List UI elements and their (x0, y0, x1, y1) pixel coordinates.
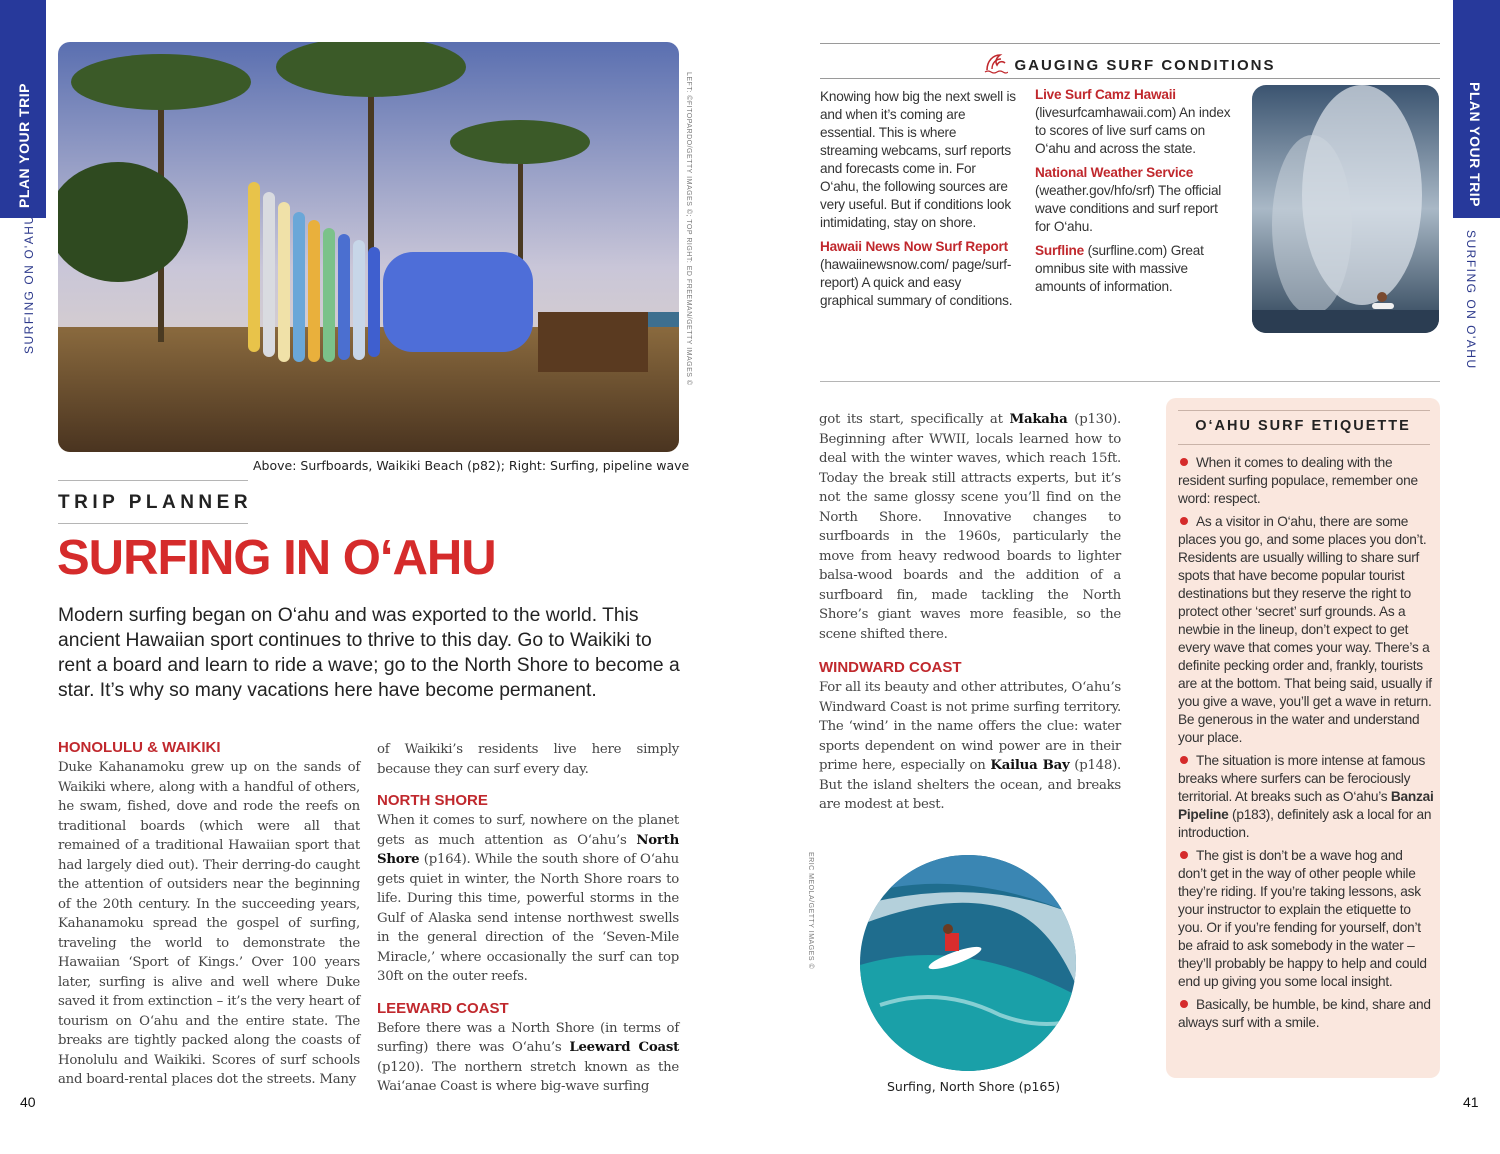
pipeline-wave-photo (1252, 85, 1439, 333)
text-leeward-b: (p120). The northern stretch known as the Wai‘anae Coast is where big-wave surfing (377, 1059, 679, 1094)
surfboards-photo-art (58, 42, 679, 452)
etiquette-box (1166, 398, 1440, 1078)
source-item (1035, 242, 1235, 296)
photo-caption-top: Above: Surfboards, Waikiki Beach (p82); Right: Surfing, pipeline wave (253, 458, 690, 473)
photo-credit-left: LEFT: ©FITOPARDO/GETTY IMAGES ©; TOP RIGHT: ED FREEMAN/GETTY IMAGES © (685, 72, 692, 386)
circle-photo-caption: Surfing, North Shore (p165) (887, 1079, 1061, 1094)
heading-north-shore: NORTH SHORE (377, 792, 488, 809)
surf-conditions-title (820, 52, 1440, 78)
bullet-icon (1180, 458, 1188, 466)
etiquette-rule-top (1178, 410, 1430, 411)
source-link[interactable]: Live Surf Camz Hawaii (1035, 87, 1176, 102)
kicker: TRIP PLANNER (58, 492, 253, 513)
etiquette-text: The gist is don’t be a wave hog and don’t get in the way of other people while they’re riding. If you’re taking lessons, ask your instructor to explain the etiquette to you. Or if you’re fending for yourself, don’t be afraid to ask somebody in the water – they’ll probably be happy to help and could end up giving you some local insight. (1178, 848, 1427, 989)
etiquette-text: Basically, be humble, be kind, share and always surf with a smile. (1178, 997, 1431, 1030)
place-banzai-pipeline: Banzai Pipeline (1178, 789, 1434, 822)
etiquette-text: When it comes to dealing with the resident surfing populace, remember one word: respect. (1178, 455, 1418, 506)
kicker-rule-bottom (58, 523, 248, 524)
etiquette-rule-bottom (1178, 444, 1430, 445)
heading-leeward-coast: LEEWARD COAST (377, 999, 509, 1017)
source-item (820, 238, 1016, 310)
intro-paragraph: Modern surfing began on O‘ahu and was exported to the world. This ancient Hawaiian sport continues to thrive to this day. Go to Waikiki to rent a board and learn to ride a wave; go to the North Shore to become a star. It’s why so many vacations here have become permanent. (58, 605, 680, 701)
text-leeward-cont-b: (p130). Beginning after WWII, locals learned how to deal with the winter waves, which reach 15ft. Today the break still attracts experts, but it’s not the same glossy scene you’ll find on the North Shore. Innovative changes to surfboards in the 1960s, particularly the move from heavy redwood boards to lighter balsa-wood boards and the addition of a surfboard fin, made tackling the North Shore’s giant waves more feasible, so the scene shifted there. (819, 412, 1121, 642)
section-tab-label-right: PLAN YOUR TRIP (1467, 82, 1483, 207)
text-windward-b: (p148). But the island shelters the ocean, and breaks are modest at best. (819, 758, 1121, 812)
surf-box-rule-bottom (820, 381, 1440, 382)
etiquette-item (1178, 513, 1434, 747)
kicker-rule-top (58, 480, 248, 481)
column-north-shore (377, 740, 679, 1097)
page-number-right: 41 (1463, 1094, 1479, 1110)
column-leeward-cont (819, 410, 1121, 815)
etiquette-item (1178, 996, 1434, 1032)
text-north-shore-a: When it comes to surf, nowhere on the planet gets as much attention as O‘ahu’s (377, 813, 679, 848)
text-leeward-cont-a: got its start, specifically at (819, 412, 1003, 427)
heading-honolulu-waikiki: HONOLULU & WAIKIKI (58, 739, 221, 756)
etiquette-text: (p183), definitely ask a local for an introduction. (1178, 807, 1432, 840)
text-leeward-a: Before there was a North Shore (in terms of surfing) there was O‘ahu’s (377, 1020, 679, 1055)
text-leeward (377, 1019, 679, 1097)
source-desc: (surfline.com) Great omnibus site with massive amounts of information. (1035, 243, 1204, 294)
surf-conditions-col2 (1035, 86, 1235, 302)
place-leeward-coast: Leeward Coast (569, 1040, 679, 1055)
bullet-icon (1180, 851, 1188, 859)
text-windward-a: For all its beauty and other attributes, O‘ahu’s Windward Coast is not prime surfing territory. The ‘wind’ in the name offers the clue: water sports dependent on wind power are in their prime here, especially on (819, 680, 1121, 773)
heading-windward-coast: WINDWARD COAST (819, 659, 962, 676)
place-north-shore: North Shore (377, 832, 679, 867)
surf-conditions-title-text: GAUGING SURF CONDITIONS (1014, 57, 1276, 74)
etiquette-text: The situation is more intense at famous breaks where surfers can be ferociously territorial. At breaks such as O‘ahu’s (1178, 753, 1426, 804)
text-north-shore-b: (p164). While the south shore of O‘ahu gets quiet in winter, the North Shore roars to life. During this time, powerful storms in the Gulf of Alaska send intense northwest swells in the general direction of the ‘Seven-Mile Miracle,’ where occasionally the surf can top 30ft on the outer reefs. (377, 852, 679, 984)
chapter-label-right: SURFING ON O'AHU (1464, 230, 1478, 370)
source-item (1035, 164, 1235, 236)
source-link[interactable]: Surfline (1035, 243, 1085, 258)
surf-box-rule-mid (820, 78, 1440, 79)
etiquette-title: O‘AHU SURF ETIQUETTE (1195, 418, 1411, 434)
bullet-icon (1180, 1000, 1188, 1008)
text-honolulu: Duke Kahanamoku grew up on the sands of Waikiki where, along with a handful of others, he swam, fished, dove and rode the reefs on traditional boards (which were all that remained of a traditional Hawaiian sport that had largely died out). Their derring-do caught the attention of outsiders near the beginning of the 20th century. In the succeeding years, Kahanamoku spread the gospel of surfing, traveling the world to demonstrate the Hawaiian ‘Sport of Kings.’ Over 100 years later, surfing is alive and well where Duke saved it from extinction – it’s the very heart of tourism on O‘ahu and the entire state. The breaks are tightly packed along the coasts of Honolulu and Waikiki. Scores of surf schools and board-rental places dot the streets. Many (58, 760, 360, 1087)
surf-box-rule-top (820, 43, 1440, 44)
section-tab-label-left: PLAN YOUR TRIP (16, 83, 32, 208)
chapter-label-left: SURFING ON O'AHU (22, 214, 36, 354)
wave-icon (984, 52, 1008, 78)
etiquette-item (1178, 752, 1434, 842)
etiquette-item (1178, 847, 1434, 991)
place-kailua-bay: Kailua Bay (990, 758, 1070, 773)
bullet-icon (1180, 517, 1188, 525)
source-item (1035, 86, 1235, 158)
bullet-icon (1180, 756, 1188, 764)
place-makaha: Makaha (1009, 412, 1068, 427)
surfboards-photo (58, 42, 679, 452)
source-link[interactable]: National Weather Service (1035, 165, 1194, 180)
source-desc: (hawaiinewsnow.com/ page/surf-report) A quick and easy graphical summary of conditions. (820, 257, 1013, 308)
column-honolulu (58, 738, 360, 1090)
text-windward (819, 678, 1121, 815)
source-desc: (weather.gov/hfo/srf) The official wave conditions and surf report for O‘ahu. (1035, 183, 1222, 234)
etiquette-text: As a visitor in O‘ahu, there are some places you go, and some places you don’t. Residents are usually willing to share surf spots that have become popular tourist destinations but they reserve the right to protect other ‘secret’ surf grounds. As a newbie in the lineup, don’t expect to get every wave that comes your way. There’s a definite pecking order and, frankly, tourists are at the bottom. That being said, usually if you give a wave, you’ll get a wave in return. Be generous in the water and understand your place. (1178, 514, 1432, 745)
text-north-shore (377, 811, 679, 987)
photo-credit-circle: ERIC MEOLA/GETTY IMAGES © (807, 852, 814, 970)
page-number-left: 40 (20, 1094, 36, 1110)
text-honolulu-cont: of Waikiki’s residents live here simply because they can surf every day. (377, 742, 679, 777)
north-shore-surfer-photo (860, 855, 1076, 1071)
source-link[interactable]: Hawaii News Now Surf Report (820, 239, 1008, 254)
source-desc: (livesurfcamhawaii.com) An index to scores of live surf cams on O‘ahu and across the state. (1035, 105, 1231, 156)
surf-conditions-col1 (820, 88, 1016, 316)
surf-conditions-intro: Knowing how big the next swell is and when it’s coming are essential. This is where streaming webcams, surf reports and forecasts come in. For O‘ahu, the following sources are very useful. But if conditions look intimidating, stay on shore. (820, 89, 1016, 230)
etiquette-item (1178, 454, 1434, 508)
etiquette-list (1178, 454, 1434, 1037)
page-title: SURFING IN O‘AHU (57, 531, 496, 585)
text-leeward-cont (819, 410, 1121, 644)
